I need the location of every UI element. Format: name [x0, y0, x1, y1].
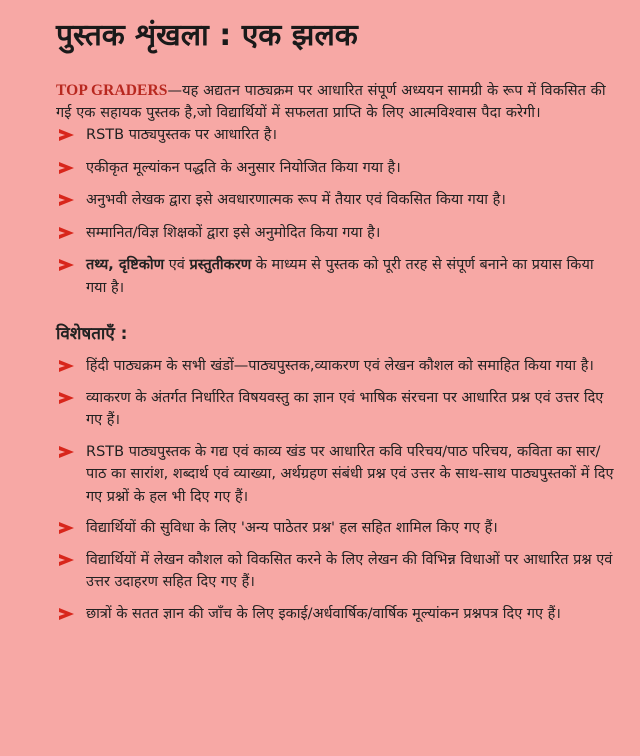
list-item	[56, 517, 614, 540]
arrow-bullet-icon	[59, 554, 74, 566]
arrow-bullet-icon	[59, 522, 74, 534]
list-item	[56, 387, 614, 432]
list-item-text: विद्यार्थियों में लेखन कौशल को विकसित करने के लिए लेखन की विभिन्न विधाओं पर आधारित प्रश्न एवं उत्तर उदाहरण सहित दिए गए हैं।	[86, 551, 613, 590]
list-item-text: RSTB पाठ्यपुस्तक पर आधारित है।	[86, 127, 277, 143]
arrow-bullet-icon	[59, 162, 74, 174]
list-item	[56, 549, 614, 594]
emphasis-text: प्रस्तुतीकरण	[189, 257, 252, 273]
list-item-text: विद्यार्थियों की सुविधा के लिए 'अन्य पाठेतर प्रश्न' हल सहित शामिल किए गए हैं।	[86, 520, 498, 536]
list-item-text: छात्रों के सतत ज्ञान की जाँच के लिए इकाई/अर्धवार्षिक/वार्षिक मूल्यांकन प्रश्नपत्र दिए गए हैं।	[86, 605, 561, 622]
list-item-text: हिंदी पाठ्यक्रम के सभी खंडों—पाठ्यपुस्तक,व्याकरण एवं लेखन कौशल को समाहित किया गया है।	[86, 358, 594, 374]
intro-text: —यह अद्यतन पाठ्यक्रम पर आधारित संपूर्ण अध्ययन सामग्री के रूप में विकसित की गई एक सहायक पुस्तक है,जो विद्यार्थियों में सफलता प्राप्ति के लिए आत्मविश्वास पैदा करेगी।	[56, 83, 606, 121]
arrow-bullet-icon	[59, 227, 74, 239]
list-item	[56, 157, 614, 180]
arrow-bullet-icon	[59, 259, 74, 271]
arrow-bullet-icon	[59, 392, 74, 404]
list-item-text: व्याकरण के अंतर्गत निर्धारित विषयवस्तु का ज्ञान एवं भाषिक संरचना पर आधारित प्रश्न एवं उत्तर दिए गए हैं।	[86, 389, 604, 428]
arrow-bullet-icon	[59, 360, 74, 372]
arrow-bullet-icon	[59, 446, 74, 458]
intro-paragraph	[56, 80, 614, 124]
page-title: पुस्तक शृंखला : एक झलक	[56, 18, 358, 53]
list-item	[56, 254, 614, 299]
specialties-list	[56, 355, 614, 625]
list-item	[56, 603, 614, 626]
section-heading: विशेषताएँ :	[56, 324, 128, 344]
list-item	[56, 124, 614, 147]
list-item-text: एवं	[164, 257, 190, 273]
brand-name: TOP GRADERS	[56, 82, 168, 99]
list-item-text: एकीकृत मूल्यांकन पद्धति के अनुसार नियोजित किया गया है।	[86, 159, 401, 176]
list-item-text: RSTB पाठ्यपुस्तक के गद्य एवं काव्य खंड पर आधारित कवि परिचय/पाठ परिचय, कविता का सार/पाठ का सारांश, शब्दार्थ एवं व्याख्या, अर्थग्रहण संबंधी प्रश्न एवं उत्तर के साथ-साथ पाठ्यपुस्तकों में दिए गए प्रश्नों के हल भी दिए गए हैं।	[86, 443, 614, 505]
arrow-bullet-icon	[59, 608, 74, 620]
list-item	[56, 441, 614, 509]
arrow-bullet-icon	[59, 129, 74, 141]
list-item	[56, 222, 614, 245]
list-item-text: के माध्यम से पुस्तक को पूरी तरह से संपूर्ण बनाने का प्रयास किया गया है।	[86, 257, 594, 296]
features-list	[56, 124, 614, 299]
list-item-text: अनुभवी लेखक द्वारा इसे अवधारणात्मक रूप में तैयार एवं विकसित किया गया है।	[86, 192, 506, 208]
list-item	[56, 355, 614, 378]
list-item-text: सम्मानित/विज्ञ शिक्षकों द्वारा इसे अनुमोदित किया गया है।	[86, 224, 381, 241]
arrow-bullet-icon	[59, 194, 74, 206]
list-item	[56, 189, 614, 212]
emphasis-text: तथ्य, दृष्टिकोण	[86, 257, 165, 273]
